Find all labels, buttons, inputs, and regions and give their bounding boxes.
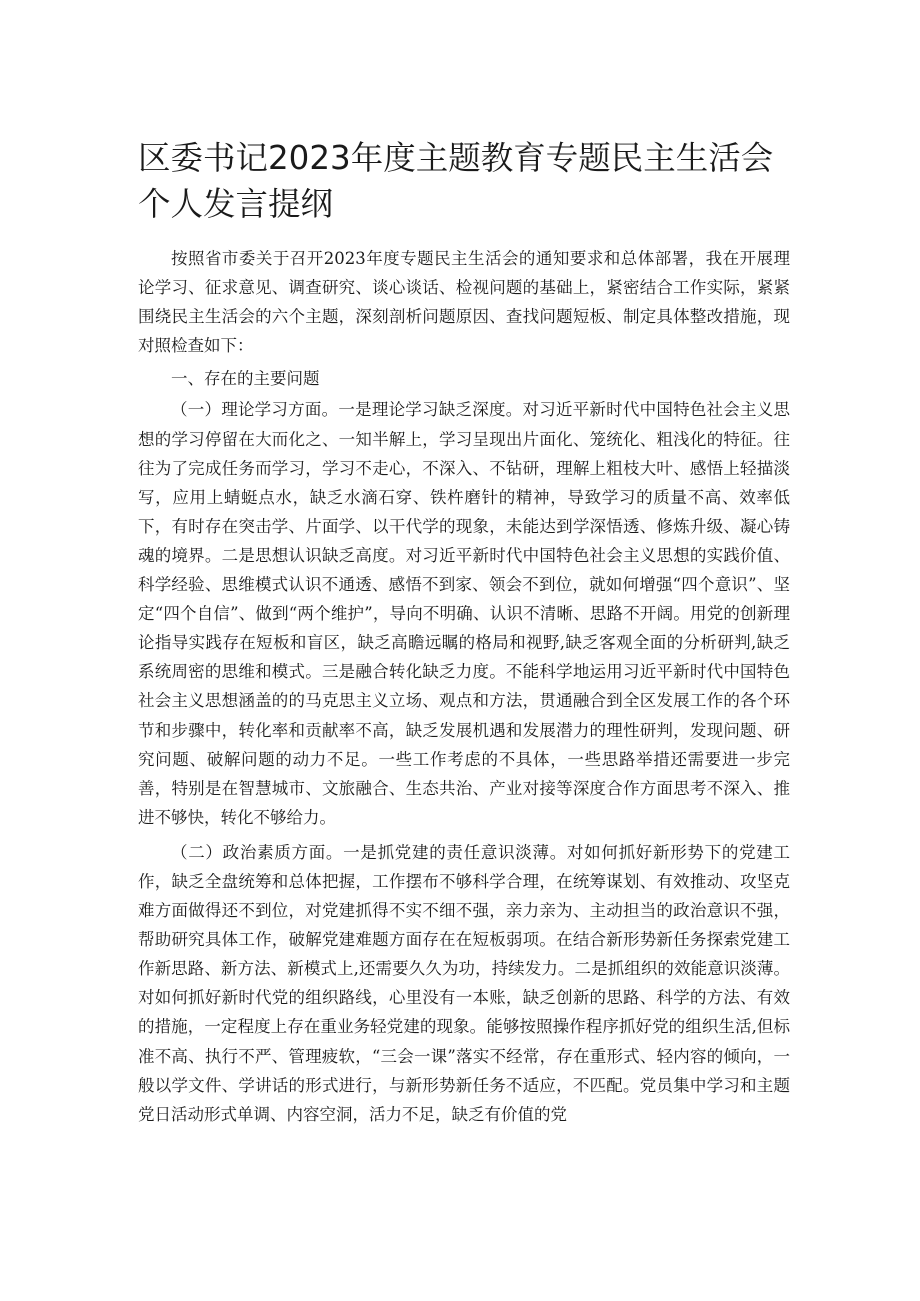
document-title: 区委书记2023年度主题教育专题民主生活会个人发言提纲 [138, 139, 774, 223]
theory-study-paragraph: （一）理论学习方面。一是理论学习缺乏深度。对习近平新时代中国特色社会主义思想的学习停留在大而化之、一知半解上，学习呈现出片面化、笼统化、粗浅化的特征。往往为了完成任务而学习，学习不走心，不深入、不钻研，理解上粗枝大叶、感悟上轻描淡写，应用上蜻蜓点水，缺乏水滴石穿、铁杵磨针的精神，导致学习的质量不高、效率低下，有时存在突击学、片面学、以干代学的现象，未能达到学深悟透、修炼升级、凝心铸魂的境界。二是思想认识缺乏高度。对习近平新时代中国特色社会主义思想的实践价值、科学经验、思维模式认识不通透、感悟不到家、领会不到位，就如何增强“四个意识”、坚定“四个自信”、做到“两个维护”，导向不明确、认识不清晰、思路不开阔。用党的创新理论指导实践存在短板和盲区，缺乏高瞻远瞩的格局和视野,缺乏客观全面的分析研判,缺乏系统周密的思维和模式。三是融合转化缺乏力度。不能科学地运用习近平新时代中国特色社会主义思想涵盖的的马克思主义立场、观点和方法，贯通融合到全区发展工作的各个环节和步骤中，转化率和贡献率不高，缺乏发展机遇和发展潜力的理性研判，发现问题、研究问题、破解问题的动力不足。一些工作考虑的不具体，一些思路举措还需要进一步完善，特别是在智慧城市、文旅融合、生态共治、产业对接等深度合作方面思考不深入、推进不够快，转化不够给力。 [138, 400, 790, 827]
political-quality-paragraph: （二）政治素质方面。一是抓党建的责任意识淡薄。对如何抓好新形势下的党建工作，缺乏全盘统筹和总体把握，工作摆布不够科学合理，在统筹谋划、有效推动、攻坚克难方面做得还不到位，对党建抓得不实不细不强，亲力亲为、主动担当的政治意识不强，帮助研究具体工作，破解党建难题方面存在在短板弱项。在结合新形势新任务探索党建工作新思路、新方法、新模式上,还需要久久为功，持续发力。二是抓组织的效能意识淡薄。对如何抓好新时代党的组织路线，心里没有一本账，缺乏创新的思路、科学的方法、有效的措施，一定程度上存在重业务轻党建的现象。能够按照操作程序抓好党的组织生活,但标准不高、执行不严、管理疲软，“三会一课”落实不经常，存在重形式、轻内容的倾向，一般以学文件、学讲话的形式进行，与新形势新任务不适应，不匹配。党员集中学习和主题党日活动形式单调、内容空洞，活力不足，缺乏有价值的党 [138, 842, 790, 1124]
intro-paragraph: 按照省市委关于召开2023年度专题民主生活会的通知要求和总体部署，我在开展理论学习、征求意见、调查研究、谈心谈话、检视问题的基础上，紧密结合工作实际，紧紧围绕民主生活会的六个主题，深刻剖析问题原因、查找问题短板、制定具体整改措施，现对照检查如下： [138, 249, 790, 356]
document-body [138, 244, 790, 1133]
section-heading: 一、存在的主要问题 [171, 369, 320, 389]
